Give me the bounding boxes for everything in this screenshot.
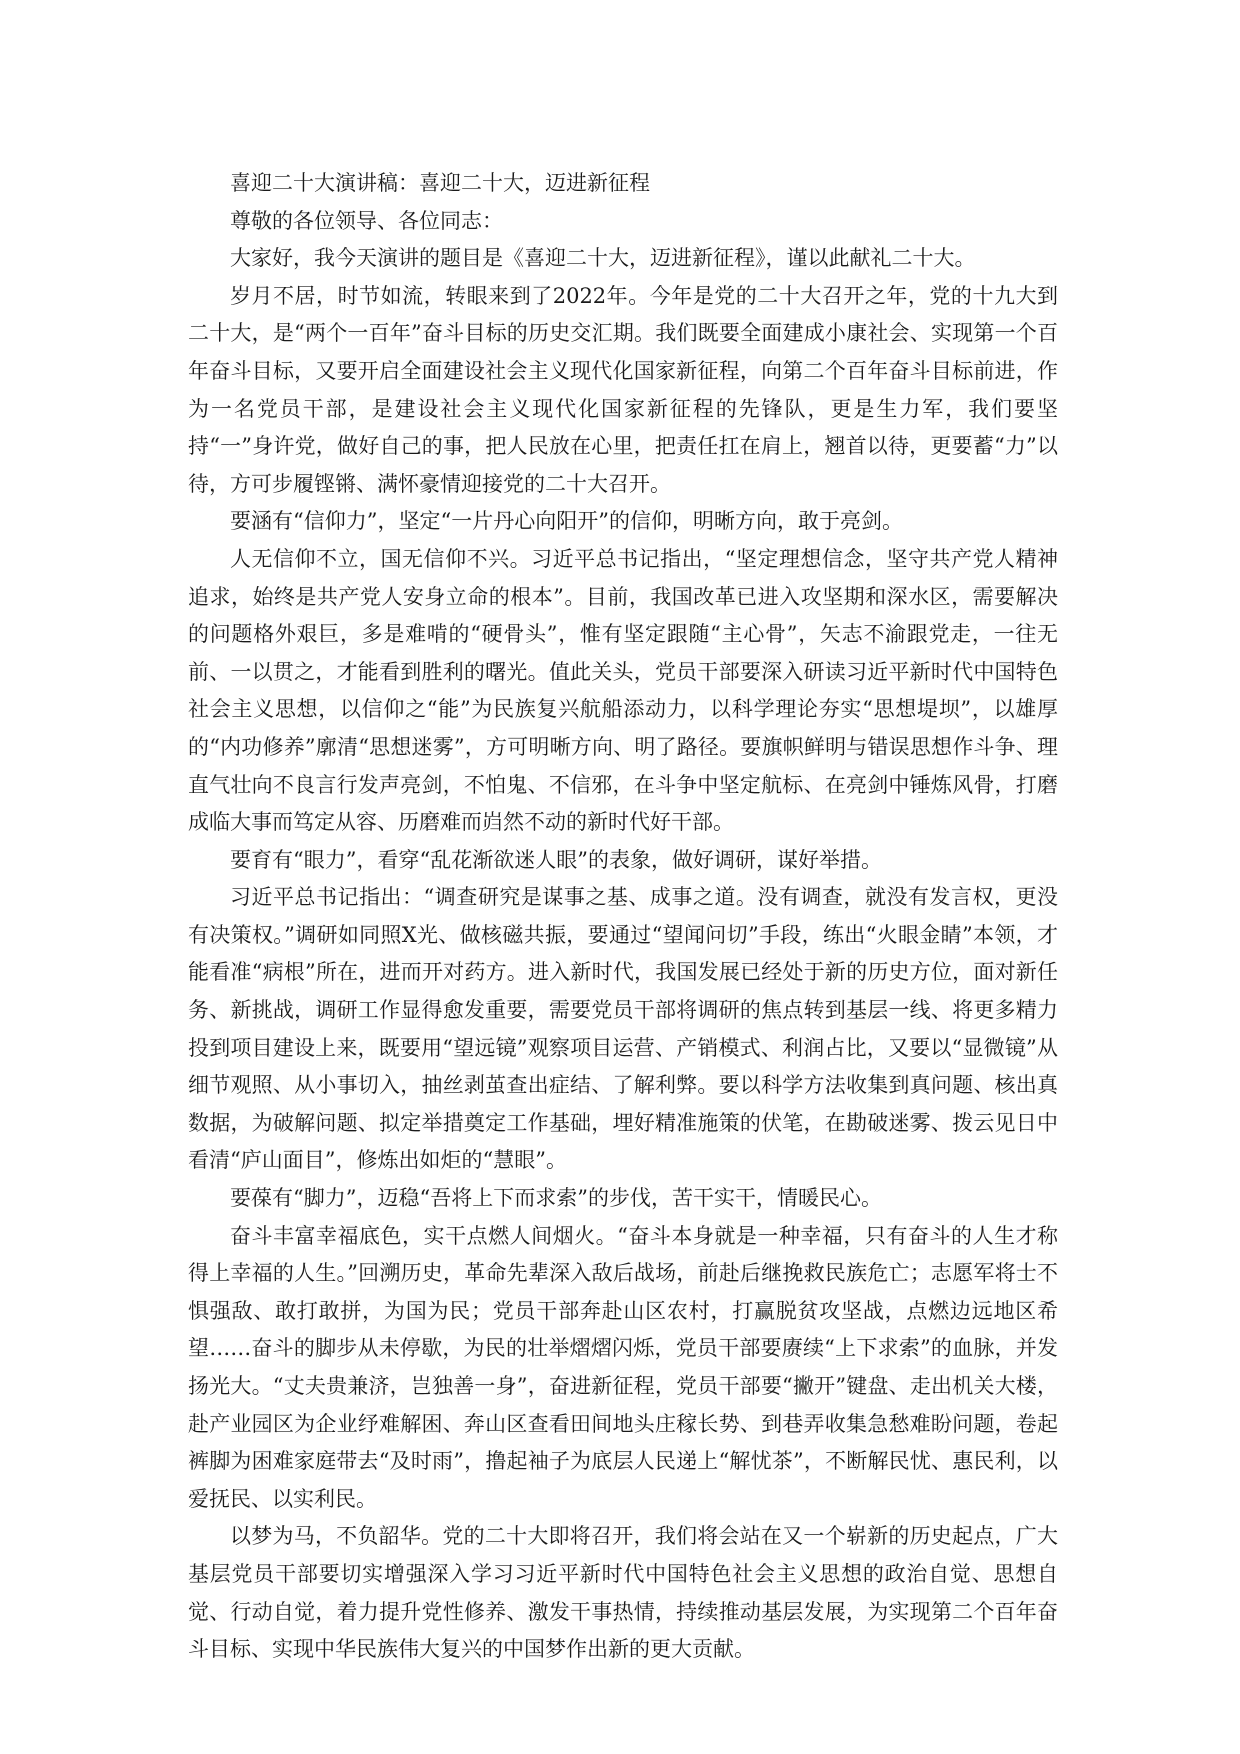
- section-heading: 要育有“眼力”，看穿“乱花渐欲迷人眼”的表象，做好调研，谋好举措。: [230, 847, 882, 872]
- section-heading: 要葆有“脚力”，迈稳“吾将上下而求索”的步伐，苦干实干，情暖民心。: [230, 1186, 882, 1211]
- document-body: [188, 165, 1058, 1669]
- body-paragraph: 大家好，我今天演讲的题目是《喜迎二十大，迈进新征程》，谨以此献礼二十大。: [230, 246, 976, 271]
- body-paragraph: 人无信仰不立，国无信仰不兴。习近平总书记指出，“坚定理想信念，坚守共产党人精神追求，始终是共产党人安身立命的根本”。目前，我国改革已进入攻坚期和深水区，需要解决的问题格外艰巨，多是难啃的“硬骨头”，惟有坚定跟随“主心骨”，矢志不渝跟党走，一往无前、一以贯之，才能看到胜利的曙光。值此关头，党员干部要深入研读习近平新时代中国特色社会主义思想，以信仰之“能”为民族复兴航船添动力，以科学理论夯实“思想堤坝”，以雄厚的“内功修养”廓清“思想迷雾”，方可明晰方向、明了路径。要旗帜鲜明与错误思想作斗争、理直气壮向不良言行发声亮剑，不怕鬼、不信邪，在斗争中坚定航标、在亮剑中锤炼风骨，打磨成临大事而笃定从容、历磨难而岿然不动的新时代好干部。: [188, 546, 1058, 835]
- section-heading: 要涵有“信仰力”，坚定“一片丹心向阳开”的信仰，明晰方向，敢于亮剑。: [230, 509, 903, 534]
- body-paragraph: 岁月不居，时节如流，转眼来到了2022年。今年是党的二十大召开之年，党的十九大到二十大，是“两个一百年”奋斗目标的历史交汇期。我们既要全面建成小康社会、实现第一个百年奋斗目标，又要开启全面建设社会主义现代化国家新征程，向第二个百年奋斗目标前进，作为一名党员干部，是建设社会主义现代化国家新征程的先锋队，更是生力军，我们要坚持“一”身许党，做好自己的事，把人民放在心里，把责任扛在肩上，翘首以待，更要蓄“力”以待，方可步履铿锵、满怀豪情迎接党的二十大召开。: [188, 283, 1058, 496]
- body-paragraph: 奋斗丰富幸福底色，实干点燃人间烟火。“奋斗本身就是一种幸福，只有奋斗的人生才称得上幸福的人生。”回溯历史，革命先辈深入敌后战场，前赴后继挽救民族危亡；志愿军将士不惧强敌、敢打敢拼，为国为民；党员干部奔赴山区农村，打赢脱贫攻坚战，点燃边远地区希望……奋斗的脚步从未停歇，为民的壮举熠熠闪烁，党员干部要赓续“上下求索”的血脉，并发扬光大。“丈夫贵兼济，岂独善一身”，奋进新征程，党员干部要“撇开”键盘、走出机关大楼，赴产业园区为企业纾难解困、奔山区查看田间地头庄稼长势、到巷弄收集急愁难盼问题，卷起裤脚为困难家庭带去“及时雨”，撸起袖子为底层人民递上“解忧茶”，不断解民忧、惠民利，以爱抚民、以实利民。: [188, 1223, 1058, 1511]
- body-paragraph: 习近平总书记指出：“调查研究是谋事之基、成事之道。没有调查，就没有发言权，更没有决策权。”调研如同照X光、做核磁共振，要通过“望闻问切”手段，练出“火眼金睛”本领，才能看准“病根”所在，进而开对药方。进入新时代，我国发展已经处于新的历史方位，面对新任务、新挑战，调研工作显得愈发重要，需要党员干部将调研的焦点转到基层一线、将更多精力投到项目建设上来，既要用“望远镜”观察项目运营、产销模式、利润占比，又要以“显微镜”从细节观照、从小事切入，抽丝剥茧查出症结、了解利弊。要以科学方法收集到真问题、核出真数据，为破解问题、拟定举措奠定工作基础，埋好精准施策的伏笔，在勘破迷雾、拨云见日中看清“庐山面目”，修炼出如炬的“慧眼”。: [188, 885, 1058, 1173]
- closing-paragraph: 以梦为马，不负韶华。党的二十大即将召开，我们将会站在又一个崭新的历史起点，广大基层党员干部要切实增强深入学习习近平新时代中国特色社会主义思想的政治自觉、思想自觉、行动自觉，着力提升党性修养、激发干事热情，持续推动基层发展，为实现第二个百年奋斗目标、实现中华民族伟大复兴的中国梦作出新的更大贡献。: [188, 1524, 1058, 1662]
- document-title: 喜迎二十大演讲稿：喜迎二十大，迈进新征程: [230, 171, 650, 195]
- salutation: 尊敬的各位领导、各位同志：: [230, 208, 503, 233]
